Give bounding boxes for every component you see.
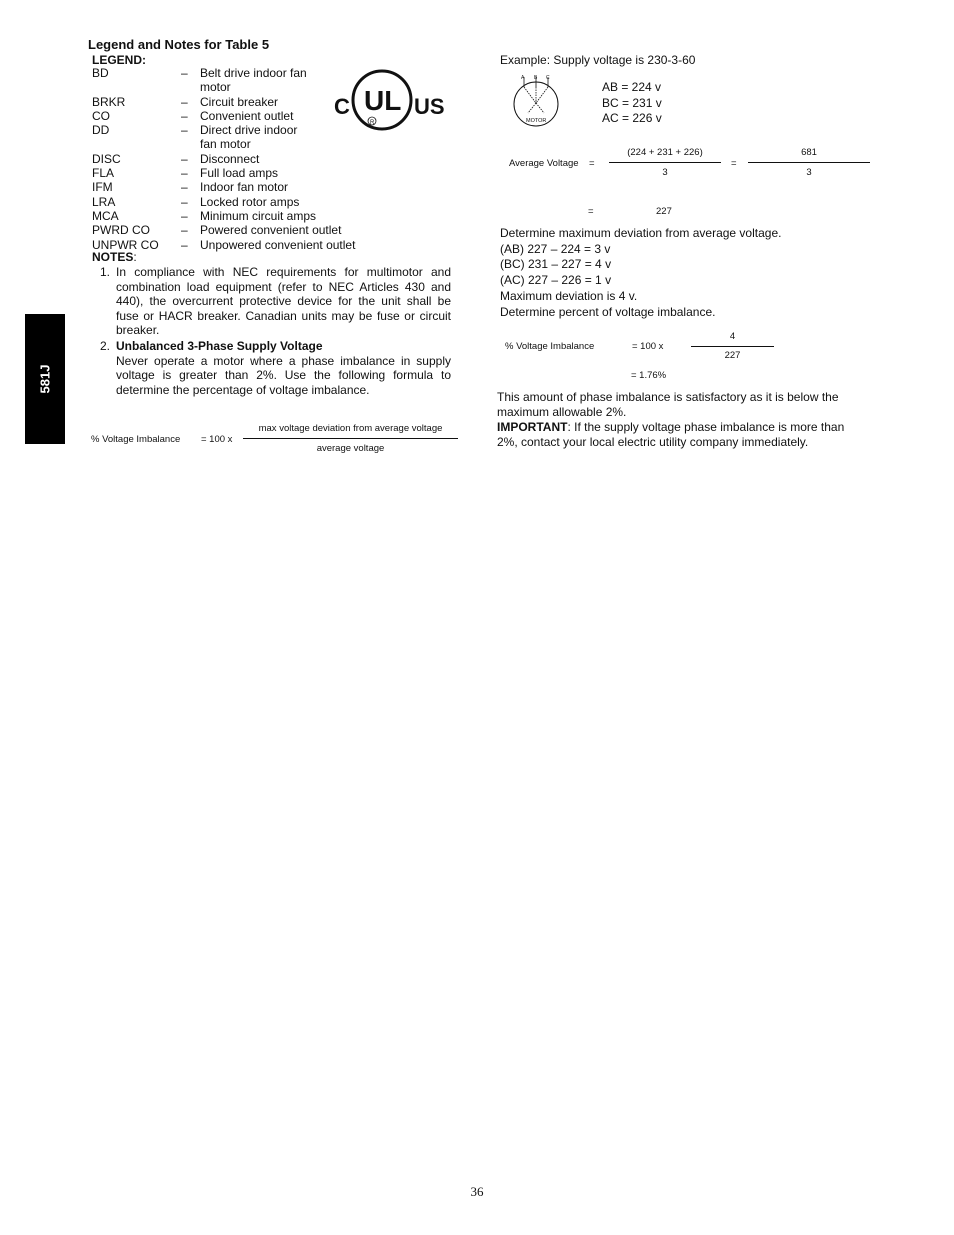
avg-denominator-1: 3 [662, 167, 668, 178]
legend-def: Locked rotor amps [200, 194, 300, 209]
legend-row [92, 195, 382, 209]
ul-logo-us: US [414, 94, 445, 119]
important-text: : If the supply voltage phase imbalance is more than 2%, contact your local electric utility company immediately. [497, 420, 845, 449]
note-number: 2. [100, 339, 111, 353]
legend-def: Full load amps [200, 166, 279, 181]
deviation-line: Determine percent of voltage imbalance. [500, 304, 716, 319]
legend-abbr: MCA [92, 208, 119, 223]
avg-label: Average Voltage [509, 158, 579, 169]
legend-abbr: DD [92, 123, 110, 138]
legend-abbr: LRA [92, 194, 116, 209]
legend-def: Powered convenient outlet [200, 223, 342, 238]
conclusion-text: This amount of phase imbalance is satisfactory as it is below the maximum allowable 2%. [497, 390, 839, 419]
imbalance-label: % Voltage Imbalance [505, 341, 595, 352]
avg-eq2: = [731, 158, 737, 169]
legend-dash: – [181, 151, 188, 166]
voltage-ab: AB = 224 v [602, 80, 662, 94]
avg-numerator-2: 681 [801, 147, 817, 158]
ul-logo-c: C [334, 94, 350, 119]
motor-label-b: B [534, 75, 538, 81]
legend-row [92, 223, 382, 237]
fraction-bar [243, 438, 458, 439]
avg-result: 227 [656, 206, 672, 217]
legend-abbr: BD [92, 66, 109, 80]
legend-dash: – [181, 94, 188, 109]
legend-dash: – [181, 166, 188, 181]
avg-fraction-bar-2 [748, 162, 870, 163]
legend-dash: – [181, 66, 188, 80]
ul-logo-reg: R [370, 120, 375, 126]
legend-dash: – [181, 180, 188, 195]
imbalance-result: = 1.76% [631, 370, 667, 381]
legend-def: Disconnect [200, 151, 260, 166]
legend-abbr: UNPWR CO [92, 237, 159, 252]
avg-eq1: = [589, 158, 595, 169]
motor-windings [524, 87, 548, 113]
note-number: 1. [100, 265, 111, 279]
legend-row [92, 152, 382, 166]
legend-label: LEGEND: [92, 53, 146, 67]
legend-def: Minimum circuit amps [200, 208, 317, 223]
formula-label: % Voltage Imbalance [91, 434, 181, 445]
note-2 [100, 339, 451, 397]
side-tab-label: 581J [37, 364, 53, 394]
motor-label-c: C [546, 75, 550, 81]
cul-us-logo [330, 66, 445, 136]
formula-eq: = 100 x [201, 434, 233, 445]
imbalance-numerator: 4 [729, 331, 736, 342]
legend-dash: – [181, 194, 188, 209]
legend-abbr: IFM [92, 180, 113, 195]
deviation-line: Maximum deviation is 4 v. [500, 288, 638, 303]
notes-label: NOTES: [92, 250, 137, 264]
important-label: IMPORTANT [497, 420, 568, 434]
ul-logo-ul: UL [364, 85, 402, 116]
deviation-line: (BC) 231 – 227 = 4 v [500, 257, 612, 272]
page-number: 36 [470, 1184, 484, 1199]
example-text: Example: Supply voltage is 230-3-60 [500, 53, 696, 67]
imbalance-fraction-bar [691, 346, 774, 347]
legend-dash: – [181, 223, 188, 238]
voltage-ac: AC = 226 v [602, 111, 662, 125]
legend-row [92, 180, 382, 194]
formula-numerator: max voltage deviation from average voltage [258, 423, 443, 434]
formula-denominator: average voltage [316, 443, 385, 454]
legend-dash: – [181, 237, 188, 252]
legend-def: Circuit breaker [200, 94, 279, 109]
legend-row [92, 209, 382, 223]
note-text: In compliance with NEC requirements for multimotor and combination load equipment (refer to NEC Articles 430 and 440), the overcurrent protective device for the unit shall be fuse or HACR breaker. Canadian units may be fuse or circuit breaker. [116, 265, 451, 337]
motor-diagram [510, 73, 560, 129]
deviation-line: (AC) 227 – 226 = 1 v [500, 273, 612, 288]
voltage-list [602, 80, 662, 127]
legend-def: Belt drive indoor fan motor [200, 66, 307, 95]
avg-denominator-2: 3 [806, 167, 812, 178]
avg-eq3: = [588, 206, 594, 217]
note-1 [100, 265, 451, 338]
legend-dash: – [181, 108, 188, 123]
deviation-block [500, 226, 781, 320]
legend-def: Convenient outlet [200, 108, 294, 123]
voltage-bc: BC = 231 v [602, 95, 662, 110]
legend-abbr: PWRD CO [92, 223, 150, 238]
imbalance-eq: = 100 x [632, 341, 664, 352]
motor-label: MOTOR [526, 118, 547, 124]
motor-label-a: A [521, 75, 525, 81]
section-title: Legend and Notes for Table 5 [88, 37, 270, 52]
avg-numerator-1: (224 + 231 + 226) [627, 147, 703, 158]
deviation-line: Determine maximum deviation from average voltage. [500, 226, 782, 240]
deviation-line: (AB) 227 – 224 = 3 v [500, 241, 611, 256]
legend-def: Indoor fan motor [200, 180, 289, 195]
legend-dash: – [181, 208, 188, 223]
note-text: Never operate a motor where a phase imbalance in supply voltage is greater than 2%. Use the following formula to determine the percentage of voltage imbalance. [116, 353, 451, 397]
legend-abbr: DISC [92, 151, 121, 166]
legend-def: Direct drive indoor fan motor [200, 123, 298, 152]
legend-row [92, 166, 382, 180]
legend-abbr: CO [92, 108, 110, 123]
side-tab [25, 314, 65, 444]
imbalance-denominator: 227 [724, 350, 741, 361]
legend-def: Unpowered convenient outlet [200, 237, 356, 252]
legend-abbr: FLA [92, 166, 115, 181]
avg-fraction-bar-1 [609, 162, 721, 163]
legend-dash: – [181, 123, 188, 138]
legend-abbr: BRKR [92, 94, 126, 109]
note-heading: Unbalanced 3-Phase Supply Voltage [116, 339, 323, 353]
important-note [497, 420, 867, 449]
